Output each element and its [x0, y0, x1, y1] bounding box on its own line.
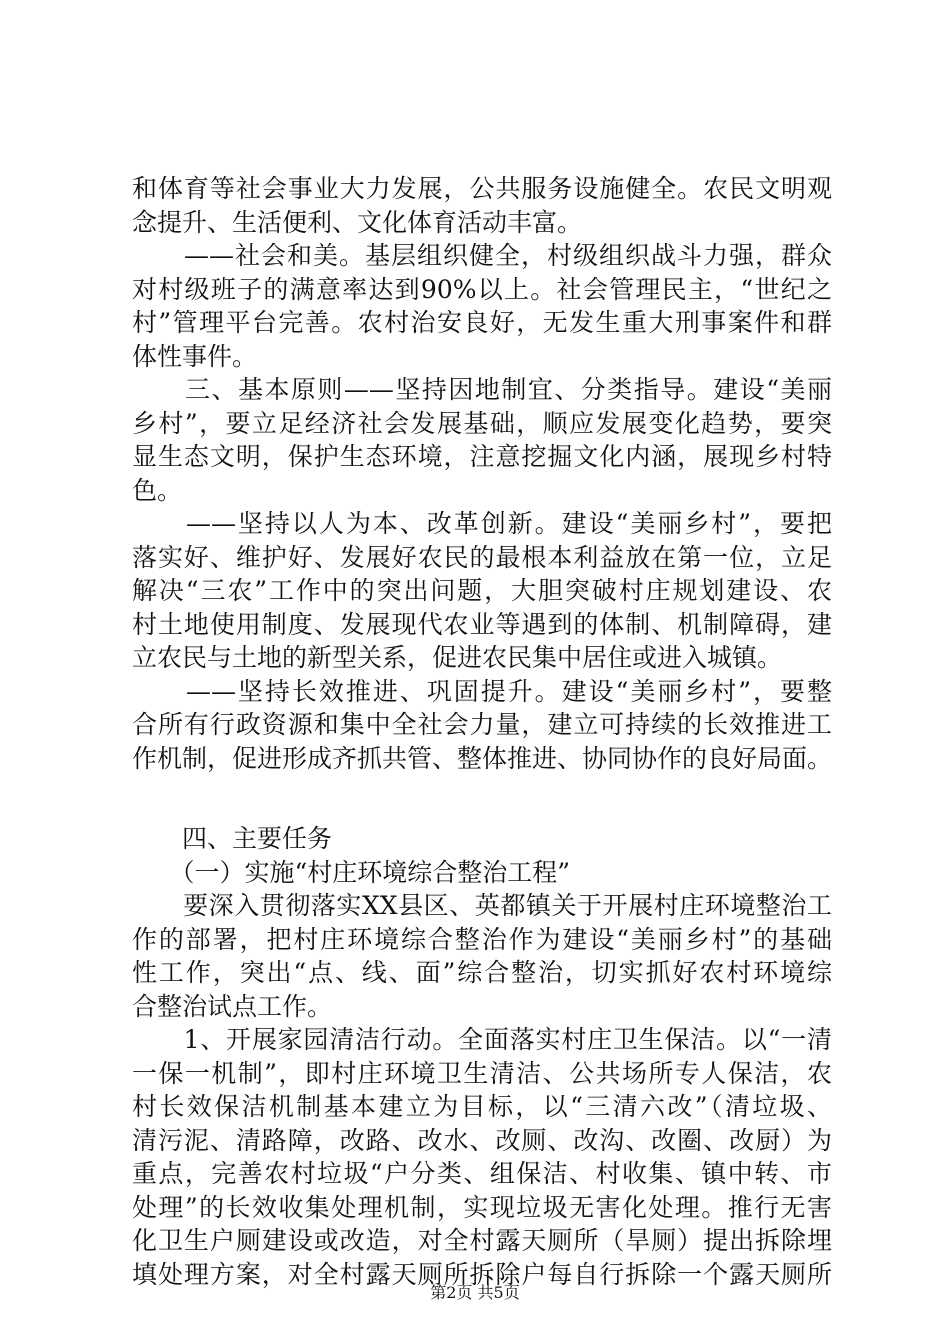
text-line: 一保一机制”，即村庄环境卫生清洁、公共场所专人保洁，农: [132, 1058, 832, 1088]
text-line: 化卫生户厕建设或改造，对全村露天厕所（旱厕）提出拆除埋: [132, 1226, 832, 1255]
page-number-footer: 第2页 共5页: [430, 1283, 520, 1302]
text-line: 作的部署，把村庄环境综合整治作为建设“美丽乡村”的基础: [132, 924, 832, 954]
text-line: 合所有行政资源和集中全社会力量，建立可持续的长效推进工: [132, 710, 832, 739]
section-heading: 四、主要任务: [132, 824, 333, 853]
text-line: 重点，完善农村垃圾“户分类、组保洁、村收集、镇中转、市: [132, 1159, 832, 1188]
paragraph-gap: [132, 775, 832, 822]
text-line: 体性事件。: [132, 341, 258, 371]
text-line: 色。: [132, 475, 183, 505]
subsection-heading: （一）实施“村庄环境综合整治工程”: [132, 857, 571, 887]
text-line: 显生态文明，保护生态环境，注意挖掘文化内涵，展现乡村特: [132, 442, 832, 471]
text-line: ——坚持以人为本、改革创新。建设“美丽乡村”，要把: [132, 509, 832, 538]
text-line: 填处理方案，对全村露天厕所拆除户每自行拆除一个露天厕所: [132, 1259, 832, 1289]
text-line: 处理”的长效收集处理机制，实现垃圾无害化处理。推行无害: [132, 1192, 832, 1222]
text-line: ——社会和美。基层组织健全，村级组织战斗力强，群众: [132, 241, 832, 270]
text-line: 三、基本原则——坚持因地制宜、分类指导。建设“美丽: [132, 375, 832, 404]
text-line: 村土地使用制度、发展现代农业等遇到的体制、机制障碍，建: [132, 609, 832, 639]
text-line: 要深入贯彻落实XX县区、英都镇关于开展村庄环境整治工: [132, 891, 832, 920]
text-line: 村”管理平台完善。农村治安良好，无发生重大刑事案件和群: [132, 308, 832, 337]
text-line: 和体育等社会事业大力发展，公共服务设施健全。农民文明观: [132, 174, 832, 203]
text-line: 作机制，促进形成齐抓共管、整体推进、协同协作的良好局面。: [132, 743, 833, 773]
text-line: 对村级班子的满意率达到90%以上。社会管理民主，“世纪之: [132, 274, 832, 304]
text-line: 立农民与土地的新型关系，促进农民集中居住或进入城镇。: [132, 643, 783, 672]
text-line: 乡村”，要立足经济社会发展基础，顺应发展变化趋势，要突: [132, 408, 832, 438]
text-line: 性工作，突出“点、线、面”综合整治，切实抓好农村环境综: [132, 958, 832, 987]
text-line: 念提升、生活便利、文化体育活动丰富。: [132, 207, 583, 237]
text-line: 合整治试点工作。: [132, 991, 333, 1021]
text-line: 落实好、维护好、发展好农民的最根本利益放在第一位，立足: [132, 542, 832, 572]
text-line: 清污泥、清路障，改路、改水、改厕、改沟、改圈、改厨）为: [132, 1125, 832, 1155]
body-text: [132, 172, 832, 1291]
text-line: 解决“三农”工作中的突出问题，大胆突破村庄规划建设、农: [132, 576, 832, 605]
text-line: 1、开展家园清洁行动。全面落实村庄卫生保洁。以“一清: [132, 1025, 832, 1054]
text-line: 村长效保洁机制基本建立为目标，以“三清六改”（清垃圾、: [132, 1092, 832, 1121]
text-line: ——坚持长效推进、巩固提升。建设“美丽乡村”，要整: [132, 676, 832, 706]
